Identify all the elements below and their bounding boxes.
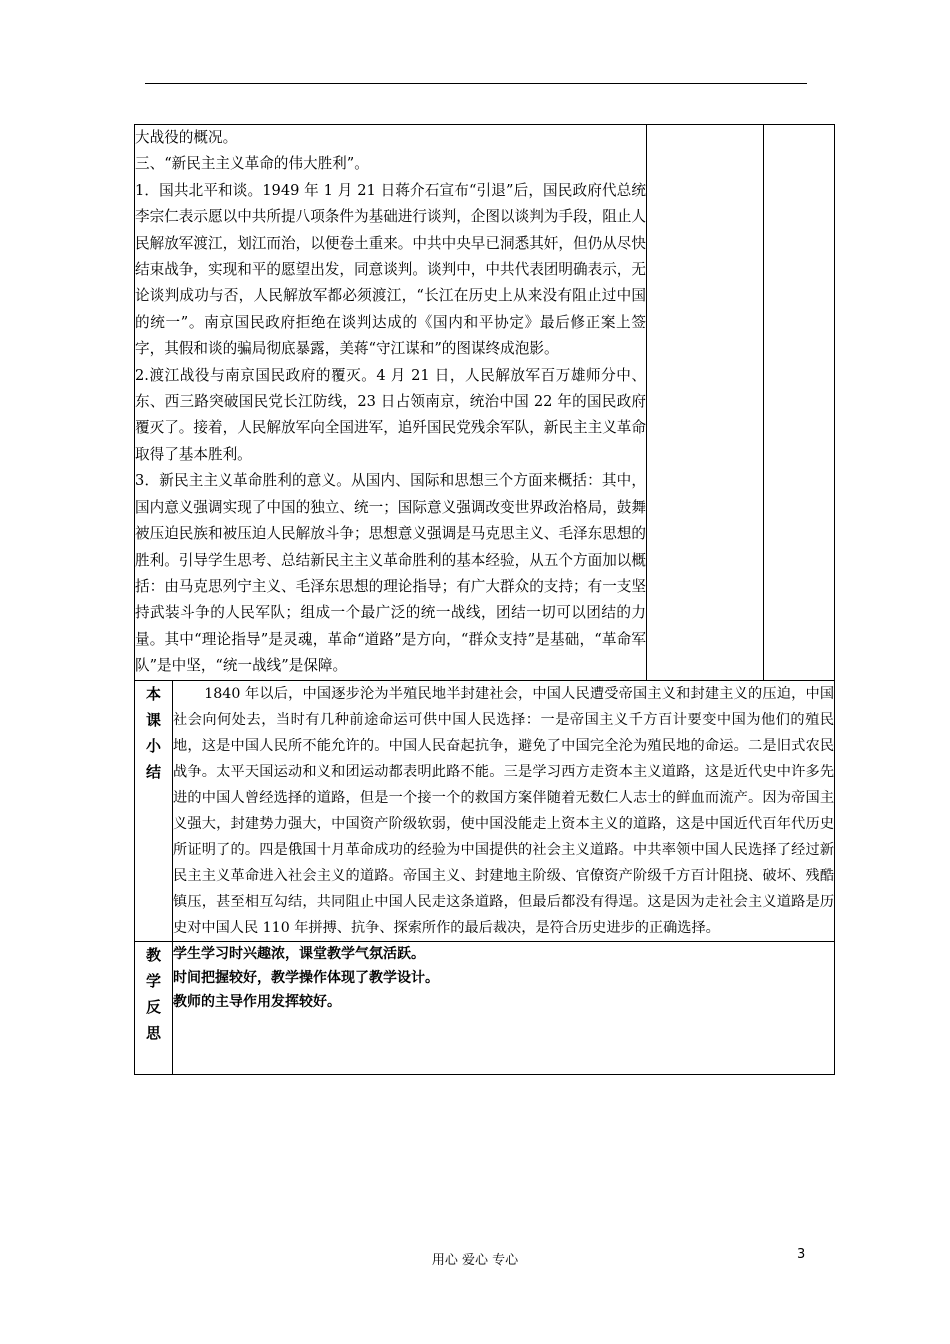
reflection-cell <box>173 941 835 1074</box>
footer-text: 用心 爱心 专心 <box>431 1253 519 1268</box>
content-paragraph: 2.渡江战役与南京国民政府的覆灭。4 月 21 日，人民解放军百万雄师分中、东、西三路突破国民党长江防线，23 日占领南京，统治中国 22 年的国民政府覆灭了。接着，人民解放军向全国进军，追歼国民党残余军队，新民主主义革命取得了基本胜利。 <box>135 366 647 463</box>
empty-cell <box>764 125 835 681</box>
label-char: 思 <box>145 1023 161 1042</box>
header-rule <box>145 83 807 84</box>
label-char: 课 <box>145 710 161 729</box>
reflection-row <box>135 941 835 1074</box>
label-char: 学 <box>145 971 161 990</box>
content-line: 大战役的概况。 <box>135 129 238 146</box>
reflection-line: 学生学习时兴趣浓，课堂教学气氛活跃。 <box>173 945 425 962</box>
page-number: 3 <box>797 1247 806 1262</box>
label-char: 小 <box>145 736 161 755</box>
empty-cell <box>647 125 764 681</box>
lesson-table <box>134 124 835 1075</box>
content-row <box>135 125 835 681</box>
summary-cell <box>173 680 835 941</box>
label-char: 本 <box>145 684 161 703</box>
reflection-label <box>135 941 173 1074</box>
label-char: 结 <box>145 762 161 781</box>
summary-label <box>135 680 173 941</box>
summary-row <box>135 680 835 941</box>
content-paragraph: 1．国共北平和谈。1949 年 1 月 21 日蒋介石宣布“引退”后，国民政府代总统李宗仁表示愿以中共所提八项条件为基础进行谈判，企图以谈判为手段，阻止人民解放军渡江，划江而治，以便卷土重来。中共中央早已洞悉其奸，但仍从尽快结束战争，实现和平的愿望出发，同意谈判。谈判中，中共代表团明确表示，无论谈判成功与否，人民解放军都必须渡江，“长江在历史上从来没有阻止过中国的统一”。南京国民政府拒绝在谈判达成的《国内和平协定》最后修正案上签字，其假和谈的骗局彻底暴露，美蒋“守江谋和”的图谋终成泡影。 <box>135 181 647 358</box>
content-line: 三、“新民主主义革命的伟大胜利”。 <box>135 155 369 173</box>
reflection-line: 时间把握较好，教学操作体现了教学设计。 <box>173 969 439 986</box>
label-char: 反 <box>145 997 161 1016</box>
summary-text: 1840 年以后，中国逐步沦为半殖民地半封建社会，中国人民遭受帝国主义和封建主义的压迫，中国社会向何处去，当时有几种前途命运可供中国人民选择：一是帝国主义千方百计要变中国为他们的殖民地，这是中国人民所不能允许的。中国人民奋起抗争，避免了中国完全沦为殖民地的命运。二是旧式农民战争。太平天国运动和义和团运动都表明此路不能。三是学习西方走资本主义道路，这是近代史中许多先进的中国人曾经选择的道路，但是一个接一个的救国方案伴随着无数仁人志士的鲜血而流产。因为帝国主义强大，封建势力强大，中国资产阶级软弱，使中国没能走上资本主义的道路，这是中国近代百年代历史所证明了的。四是俄国十月革命成功的经验为中国提供的社会主义道路。中共率领中国人民选择了经过新民主主义革命进入社会主义的道路。帝国主义、封建地主阶级、官僚资产阶级千方百计阻挠、破坏、残酷镇压，甚至相互勾结，共同阻止中国人民走这条道路，但最后都没有得逞。这是因为走社会主义道路是历史对中国人民 110 年拼搏、抗争、探索所作的最后裁决，是符合历史进步的正确选择。 <box>173 685 835 936</box>
reflection-line: 教师的主导作用发挥较好。 <box>173 993 341 1010</box>
content-cell <box>135 125 647 681</box>
label-char: 教 <box>145 945 161 964</box>
content-paragraph: 3．新民主主义革命胜利的意义。从国内、国际和思想三个方面来概括：其中，国内意义强调实现了中国的独立、统一；国际意义强调改变世界政治格局，鼓舞被压迫民族和被压迫人民解放斗争；思想意义强调是马克思主义、毛泽东思想的胜利。引导学生思考、总结新民主主义革命胜利的基本经验，从五个方面加以概括：由马克思列宁主义、毛泽东思想的理论指导；有广大群众的支持；有一支坚持武装斗争的人民军队；组成一个最广泛的统一战线，团结一切可以团结的力量。其中“理论指导”是灵魂，革命“道路”是方向，“群众支持”是基础，“革命军队”是中坚，“统一战线”是保障。 <box>135 472 647 675</box>
